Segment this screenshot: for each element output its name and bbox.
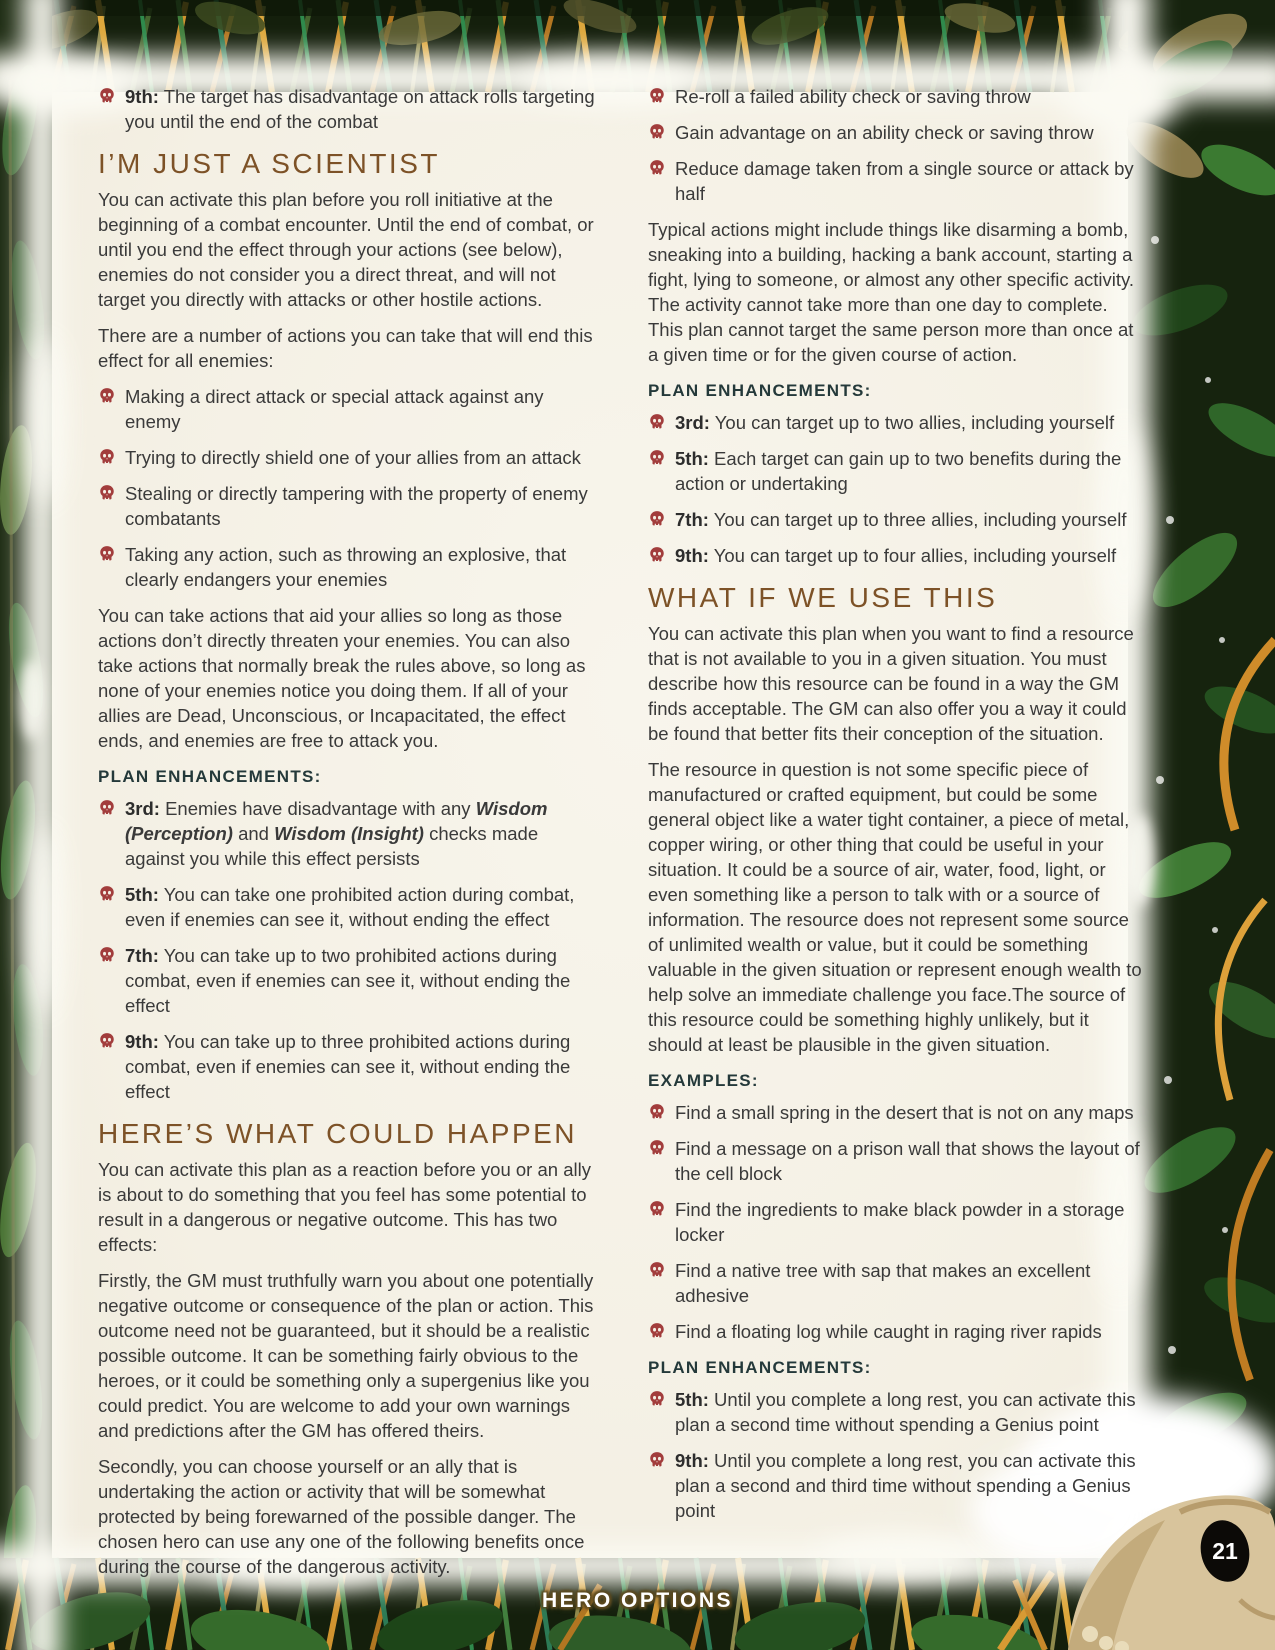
- paragraph: You can activate this plan as a reaction before you or an ally is about to do something that you feel has some potential to result in a dangerous or negative outcome. This has two effects:: [98, 1159, 591, 1255]
- footer-section-title: HERO OPTIONS: [541, 1589, 734, 1612]
- list-item-text: Stealing or directly tampering with the property of enemy combatants: [125, 483, 588, 529]
- enhancement-level: 5th:: [125, 884, 159, 905]
- skull-icon: [648, 546, 666, 564]
- skull-icon: [648, 87, 666, 105]
- enhancements-label: PLAN ENHANCEMENTS:: [98, 767, 322, 786]
- skull-icon: [98, 885, 116, 903]
- skull-icon: [648, 1139, 666, 1157]
- list-item-text: Taking any action, such as throwing an explosive, that clearly endangers your enemies: [125, 544, 567, 590]
- skull-icon: [648, 1322, 666, 1340]
- list-item: [648, 410, 1146, 435]
- paragraph: Secondly, you can choose yourself or an ally that is undertaking the action or activity that will be somewhat protected by being forewarned of the possible danger. The chosen hero can use any one of the following benefits once during the course of the dangerous activity.: [98, 1456, 585, 1577]
- list-item-text: Gain advantage on an ability check or saving throw: [675, 122, 1094, 143]
- list-item: [98, 882, 596, 932]
- list-item: [648, 1448, 1146, 1523]
- list-item: [648, 156, 1146, 206]
- paragraph: You can activate this plan before you roll initiative at the beginning of a combat encounter. Until the end of combat, or until you end the effect through your actions (see below), enemies do not consider you a direct threat, and will not target you directly with attacks or other hostile actions.: [98, 189, 594, 310]
- list-item: [98, 84, 596, 134]
- skull-icon: [648, 413, 666, 431]
- list-item-text: Enemies have disadvantage with any: [159, 798, 476, 819]
- paragraph: Firstly, the GM must truthfully warn you about one potentially negative outcome or consequence of the plan or action. This outcome need not be guaranteed, but it should be a realistic possible outcome. It can be something fairly obvious to the heroes, or it could be something only a supergenius like you could predict. You are welcome to add your own warnings and predictions after the GM has offered theirs.: [98, 1270, 594, 1441]
- paragraph: The resource in question is not some specific piece of manufactured or crafted equipment, but could be some general object like a water tight container, a piece of metal, copper wiring, or other thing that could be useful in your situation. It could be a source of air, water, food, light, or even something like a person to talk with or a source of information. The resource does not represent some source of unlimited wealth or value, but it could be something valuable in the given situation or represent enough wealth to help solve an immediate challenge you face.The source of this resource could be something highly unlikely, but it should at least be plausible in the given situation.: [648, 759, 1142, 1055]
- skull-icon: [98, 946, 116, 964]
- enhancement-level: 9th:: [675, 545, 709, 566]
- list-item-text: You can target up to three allies, including yourself: [708, 509, 1127, 530]
- skull-icon: [648, 1451, 666, 1469]
- list-item-text: Reduce damage taken from a single source or attack by half: [675, 158, 1134, 204]
- list-item: [98, 1029, 596, 1104]
- list-item-text: Find a native tree with sap that makes an excellent adhesive: [675, 1260, 1091, 1306]
- list-item: [648, 543, 1146, 568]
- enhancement-level: 7th:: [675, 509, 709, 530]
- skull-icon: [98, 87, 116, 105]
- list-item-text: The target has disadvantage on attack rolls targeting you until the end of the combat: [125, 86, 595, 132]
- list-item-text: Making a direct attack or special attack against any enemy: [125, 386, 544, 432]
- skill-name: Wisdom (Insight): [274, 823, 424, 844]
- list-item-text: Until you complete a long rest, you can activate this plan a second time without spending a Genius point: [675, 1389, 1136, 1435]
- page-number: 21: [1212, 1538, 1238, 1564]
- enhancement-level: 7th:: [125, 945, 159, 966]
- section-heading: I’M JUST A SCIENTIST: [98, 148, 440, 179]
- list-item: [98, 542, 596, 592]
- list-item: [648, 507, 1146, 532]
- paragraph: You can activate this plan when you want to find a resource that is not available to you in a given situation. You must describe how this resource can be found in a way the GM finds acceptable. The GM can also offer you a way it could be found that better fits their conception of the situation.: [648, 623, 1134, 744]
- enhancement-level: 9th:: [125, 1031, 159, 1052]
- skull-icon: [648, 1390, 666, 1408]
- list-item: [648, 1258, 1146, 1308]
- enhancements-label: PLAN ENHANCEMENTS:: [648, 381, 872, 400]
- paragraph: You can take actions that aid your allies so long as those actions don’t directly threaten your enemies. You can also take actions that normally break the rules above, so long as none of your enemies notice you doing them. If all of your allies are Dead, Unconscious, or Incapacitated, the effect ends, and enemies are free to attack you.: [98, 605, 586, 751]
- enhancements-label: PLAN ENHANCEMENTS:: [648, 1358, 872, 1377]
- skull-icon: [648, 449, 666, 467]
- list-item-text: You can target up to two allies, including yourself: [709, 412, 1115, 433]
- skull-icon: [98, 799, 116, 817]
- skull-icon: [98, 484, 116, 502]
- skull-icon: [98, 448, 116, 466]
- list-item: [648, 1136, 1146, 1186]
- list-item: [648, 1387, 1146, 1437]
- list-item: [98, 481, 596, 531]
- enhancement-level: 5th:: [675, 1389, 709, 1410]
- enhancement-level: 9th:: [125, 86, 159, 107]
- list-item: [98, 384, 596, 434]
- paragraph: Typical actions might include things like disarming a bomb, sneaking into a building, hacking a bank account, starting a fight, lying to someone, or almost any other specific activity. The activity cannot take more than one day to complete. This plan cannot target the same person more than once at a given time or for the given course of action.: [648, 219, 1135, 365]
- list-item-text: checks made against you while this effect persists: [125, 823, 539, 869]
- section-heading: WHAT IF WE USE THIS: [648, 582, 998, 613]
- left-column: [98, 84, 596, 1590]
- list-item: [98, 943, 596, 1018]
- enhancement-level: 3rd:: [675, 412, 710, 433]
- skull-icon: [98, 387, 116, 405]
- list-item: [648, 1319, 1146, 1344]
- skull-icon: [98, 545, 116, 563]
- enhancement-level: 9th:: [675, 1450, 709, 1471]
- list-item: [98, 445, 596, 470]
- paragraph: There are a number of actions you can take that will end this effect for all enemies:: [98, 325, 593, 371]
- enhancement-level: 5th:: [675, 448, 709, 469]
- list-item-text: Each target can gain up to two benefits during the action or undertaking: [675, 448, 1122, 494]
- list-item: [648, 120, 1146, 145]
- list-item: [648, 1100, 1146, 1125]
- skull-icon: [648, 510, 666, 528]
- list-item-text: and: [232, 823, 275, 844]
- skull-icon: [98, 1032, 116, 1050]
- list-item-text: Find a small spring in the desert that is not on any maps: [675, 1102, 1134, 1123]
- list-item-text: You can take one prohibited action during combat, even if enemies can see it, without ending the effect: [125, 884, 575, 930]
- list-item: [648, 84, 1146, 109]
- list-item-text: Until you complete a long rest, you can activate this plan a second and third time without spending a Genius point: [675, 1450, 1136, 1521]
- examples-label: EXAMPLES:: [648, 1071, 759, 1090]
- list-item-text: Re-roll a failed ability check or saving throw: [675, 86, 1031, 107]
- list-item: [648, 446, 1146, 496]
- list-item: [98, 796, 596, 871]
- skull-icon: [648, 1103, 666, 1121]
- list-item-text: Find a floating log while caught in raging river rapids: [675, 1321, 1102, 1342]
- skull-icon: [648, 1261, 666, 1279]
- skull-icon: [648, 123, 666, 141]
- skull-icon: [648, 1200, 666, 1218]
- list-item: [648, 1197, 1146, 1247]
- enhancement-level: 3rd:: [125, 798, 160, 819]
- list-item-text: Find the ingredients to make black powder in a storage locker: [675, 1199, 1125, 1245]
- list-item-text: Find a message on a prison wall that shows the layout of the cell block: [675, 1138, 1140, 1184]
- right-column: [648, 84, 1146, 1534]
- skill-name: Wisdom (Perception): [125, 798, 548, 844]
- list-item-text: You can take up to three prohibited actions during combat, even if enemies can see it, without ending the effect: [125, 1031, 571, 1102]
- list-item-text: Trying to directly shield one of your allies from an attack: [125, 447, 581, 468]
- skull-icon: [648, 159, 666, 177]
- list-item-text: You can take up to two prohibited actions during combat, even if enemies can see it, without ending the effect: [125, 945, 571, 1016]
- section-heading: HERE’S WHAT COULD HAPPEN: [98, 1118, 578, 1149]
- list-item-text: You can target up to four allies, including yourself: [708, 545, 1117, 566]
